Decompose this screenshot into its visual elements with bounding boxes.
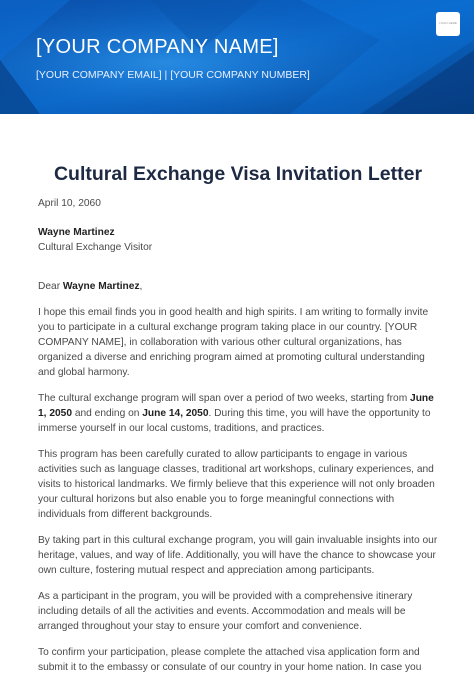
dates-text-b: and ending on (72, 408, 143, 419)
paragraph-activities: This program has been carefully curated to allow participants to engage in various activities such as language classes, traditional art workshops, culinary experiences, and visits to historical landmarks. We firmly believe that this experience will not only broaden your cultural horizons but also enable you to forge meaningful connections with individuals from different backgrounds. (38, 449, 435, 520)
paragraph-benefits: By taking part in this cultural exchange program, you will gain invaluable insights into our heritage, values, and way of life. Additionally, you will have the chance to showcase your own culture, fostering mutual respect and appreciation among participants. (38, 535, 438, 576)
end-date: June 14, 2050 (142, 408, 209, 419)
paragraph-itinerary: As a participant in the program, you will be provided with a comprehensive itinerary including details of all the activities and events. Accommodation and meals will be arranged throughout your stay to ensure your comfort and convenience. (38, 591, 413, 632)
dates-text-a: The cultural exchange program will span over a period of two weeks, starting from (38, 393, 411, 404)
recipient-role: Cultural Exchange Visitor (38, 242, 153, 253)
company-name: [YOUR COMPANY NAME] (36, 36, 279, 58)
paragraph-confirmation: To confirm your participation, please complete the attached visa application form and submit it to the embassy or consulate of our country in your home nation. In case you (38, 647, 422, 673)
letterhead-banner (0, 0, 474, 114)
letter-title: Cultural Exchange Visa Invitation Letter (53, 163, 423, 185)
greeting (38, 279, 438, 294)
recipient-name: Wayne Martinez (38, 227, 115, 238)
dates-text-c: . During this time, you will have the opportunity to immerse yourself in our local customs, traditions, and practices. (38, 408, 431, 434)
paragraph-intro: I hope this email finds you in good health and high spirits. I am writing to formally invite you to participate in a cultural exchange program taking place in our country. [YOUR COMPANY NAME], in collaboration with various other cultural organizations, has organized a diverse and enriching program aimed at promoting cultural understanding and global harmony. (38, 307, 429, 378)
start-date: June 1, 2050 (38, 393, 434, 419)
greeting-prefix: Dear (38, 281, 63, 292)
paragraph-dates (38, 391, 438, 436)
company-contact: [YOUR COMPANY EMAIL] | [YOUR COMPANY NUMBER] (36, 69, 310, 81)
greeting-name: Wayne Martinez (62, 281, 140, 292)
greeting-suffix: , (139, 281, 143, 292)
logo-placeholder: LOGO HERE (436, 12, 460, 36)
letter-body (38, 160, 438, 675)
letter-date: April 10, 2060 (38, 198, 101, 209)
